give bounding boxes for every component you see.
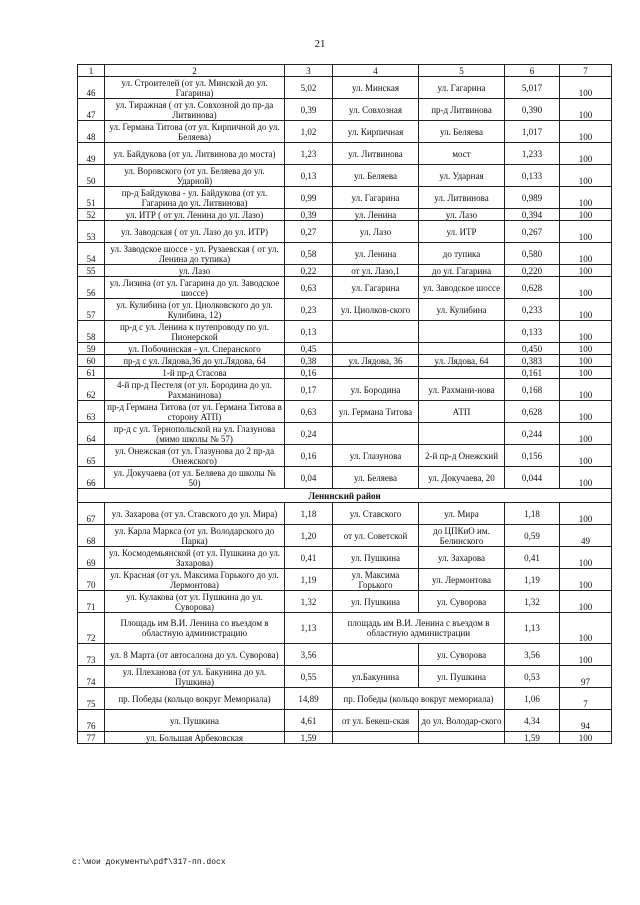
repair-length: 1,017 (505, 121, 560, 143)
row-number: 73 (78, 644, 105, 666)
row-number: 68 (78, 525, 105, 547)
repair-percent: 100 (560, 732, 612, 744)
road-length: 0,41 (285, 547, 333, 569)
repair-percent: 100 (560, 467, 612, 489)
segment-from: от ул. Лазо,1 (333, 265, 419, 277)
table-row (78, 209, 612, 221)
row-number: 50 (78, 165, 105, 187)
segment-to: ул. Лядова, 64 (419, 355, 505, 367)
road-length: 1,32 (285, 591, 333, 613)
table-row (78, 547, 612, 569)
road-name: ул. Красная (от ул. Максима Горького до ул. Лермонтова) (105, 569, 285, 591)
segment-to: ул. Беляева (419, 121, 505, 143)
repair-length: 0,133 (505, 165, 560, 187)
repair-length: 0,044 (505, 467, 560, 489)
road-name: ул. Онежская (от ул. Глазунова до 2 пр-да Онежского) (105, 445, 285, 467)
segment-from: ул. Германа Титова (333, 401, 419, 423)
road-length: 0,99 (285, 187, 333, 209)
segment-from: от ул. Советской (333, 525, 419, 547)
section-title: Ленинский район (78, 489, 612, 503)
road-name: ул. Побочинская - ул. Сперанского (105, 343, 285, 355)
road-length: 1,59 (285, 732, 333, 744)
repair-percent: 100 (560, 547, 612, 569)
repair-length: 1,13 (505, 613, 560, 644)
table-row (78, 143, 612, 165)
segment-to: ул. Мира (419, 503, 505, 525)
table-row (78, 569, 612, 591)
row-number: 60 (78, 355, 105, 367)
road-name: 4-й пр-д Пестеля (от ул. Бородина до ул. Рахманинова) (105, 379, 285, 401)
segment-to: ул. Суворова (419, 591, 505, 613)
road-name: пр-д с ул. Ленина к путепроводу по ул. Пионерской (105, 321, 285, 343)
col-header: 2 (105, 65, 285, 77)
repair-percent: 94 (560, 710, 612, 732)
road-name: ул. ИТР ( от ул. Ленина до ул. Лазо) (105, 209, 285, 221)
table-row (78, 644, 612, 666)
segment-from: ул. Бородина (333, 379, 419, 401)
segment-from: ул. Лядова, 36 (333, 355, 419, 367)
segment-from: ул. Ленина (333, 243, 419, 265)
road-name: ул. Кулакова (от ул. Пушкина до ул. Суворова) (105, 591, 285, 613)
segment-to: до ул. Гагарина (419, 265, 505, 277)
segment-to: ул. Кулибина (419, 299, 505, 321)
segment-to (419, 343, 505, 355)
road-length: 0,16 (285, 445, 333, 467)
repair-length: 0,59 (505, 525, 560, 547)
row-number: 69 (78, 547, 105, 569)
segment-to (419, 423, 505, 445)
repair-length: 1,19 (505, 569, 560, 591)
repair-percent: 100 (560, 121, 612, 143)
road-name: ул. Карла Маркса (от ул. Володарского до Парка) (105, 525, 285, 547)
repair-length: 0,628 (505, 277, 560, 299)
row-number: 56 (78, 277, 105, 299)
table-row (78, 277, 612, 299)
repair-length: 1,18 (505, 503, 560, 525)
row-number: 49 (78, 143, 105, 165)
table-row (78, 99, 612, 121)
repair-length: 0,628 (505, 401, 560, 423)
segment-from: ул. Глазунова (333, 445, 419, 467)
road-name: ул. Докучаева (от ул. Беляева до школы № 50) (105, 467, 285, 489)
repair-percent: 100 (560, 423, 612, 445)
repair-percent: 100 (560, 77, 612, 99)
road-name: пр-д с ул. Тернопольской на ул. Глазунова (мимо школы № 57) (105, 423, 285, 445)
row-number: 76 (78, 710, 105, 732)
road-name: ул. Лазо (105, 265, 285, 277)
table-row (78, 265, 612, 277)
repair-percent: 100 (560, 379, 612, 401)
table-row (78, 591, 612, 613)
repair-length: 0,220 (505, 265, 560, 277)
road-length: 3,56 (285, 644, 333, 666)
segment-to: 2-й пр-д Онежский (419, 445, 505, 467)
segment-to (419, 732, 505, 744)
table-row (78, 688, 612, 710)
repair-percent: 100 (560, 367, 612, 379)
segment-from (333, 732, 419, 744)
road-length: 0,39 (285, 209, 333, 221)
road-name: ул. Воровского (от ул. Беляева до ул. Ударной) (105, 165, 285, 187)
row-number: 62 (78, 379, 105, 401)
col-header: 7 (560, 65, 612, 77)
segment-to: ул. Литвинова (419, 187, 505, 209)
segment-from: ул. Максима Горького (333, 569, 419, 591)
road-name: ул. Захарова (от ул. Ставского до ул. Мира) (105, 503, 285, 525)
road-length: 0,22 (285, 265, 333, 277)
row-number: 75 (78, 688, 105, 710)
segment-from: ул. Циолков-ского (333, 299, 419, 321)
segment-from: ул. Пушкина (333, 591, 419, 613)
repair-length: 0,244 (505, 423, 560, 445)
repair-length: 4,34 (505, 710, 560, 732)
repair-percent: 100 (560, 401, 612, 423)
table-row (78, 467, 612, 489)
segment-from (333, 367, 419, 379)
row-number: 65 (78, 445, 105, 467)
road-name: пр-д с ул. Лядова,36 до ул.Лядова, 64 (105, 355, 285, 367)
repair-length: 3,56 (505, 644, 560, 666)
road-length: 0,24 (285, 423, 333, 445)
table-row (78, 121, 612, 143)
table-row (78, 525, 612, 547)
segment-from: ул. Беляева (333, 467, 419, 489)
row-number: 71 (78, 591, 105, 613)
repair-percent: 100 (560, 644, 612, 666)
row-number: 64 (78, 423, 105, 445)
repair-percent: 97 (560, 666, 612, 688)
table-row (78, 423, 612, 445)
road-name: ул. 8 Марта (от автосалона до ул. Суворова) (105, 644, 285, 666)
page-number: 21 (314, 38, 326, 50)
repair-percent: 7 (560, 688, 612, 710)
road-length: 0,16 (285, 367, 333, 379)
road-name: ул. Заводское шоссе - ул. Рузаевская ( от ул. Ленина до тупика) (105, 243, 285, 265)
road-name: 1-й пр-д Стасова (105, 367, 285, 379)
repair-length: 0,156 (505, 445, 560, 467)
row-number: 77 (78, 732, 105, 744)
table-row (78, 321, 612, 343)
segment-to (419, 321, 505, 343)
road-name: ул. Космодемьянской (от ул. Пушкина до ул. Захарова) (105, 547, 285, 569)
segment-to: ул. Суворова (419, 644, 505, 666)
repair-length: 1,32 (505, 591, 560, 613)
table-row (78, 367, 612, 379)
row-number: 52 (78, 209, 105, 221)
repair-length: 0,383 (505, 355, 560, 367)
segment-from: ул. Минская (333, 77, 419, 99)
repair-percent: 100 (560, 613, 612, 644)
row-number: 70 (78, 569, 105, 591)
table-row (78, 710, 612, 732)
repair-length: 1,59 (505, 732, 560, 744)
table-row (78, 165, 612, 187)
road-length: 0,23 (285, 299, 333, 321)
row-number: 51 (78, 187, 105, 209)
table-row (78, 613, 612, 644)
segment-to: до ул. Володар-ского (419, 710, 505, 732)
table-row (78, 503, 612, 525)
row-number: 55 (78, 265, 105, 277)
repair-length: 0,450 (505, 343, 560, 355)
segment-to: ул. Докучаева, 20 (419, 467, 505, 489)
segment-description: площадь им В.И. Ленина с въездом в областную администрации (333, 613, 505, 644)
road-length: 0,45 (285, 343, 333, 355)
table-row (78, 77, 612, 99)
table-row (78, 187, 612, 209)
segment-to: пр-д Литвинова (419, 99, 505, 121)
road-length: 0,38 (285, 355, 333, 367)
repair-length: 0,267 (505, 221, 560, 243)
row-number: 57 (78, 299, 105, 321)
repair-length: 0,161 (505, 367, 560, 379)
road-length: 1,19 (285, 569, 333, 591)
road-length: 0,39 (285, 99, 333, 121)
segment-to: ул. Заводское шоссе (419, 277, 505, 299)
segment-from: ул. Ленина (333, 209, 419, 221)
table-row (78, 343, 612, 355)
row-number: 59 (78, 343, 105, 355)
road-name: ул. Пушкина (105, 710, 285, 732)
segment-to: ул. Лазо (419, 209, 505, 221)
row-number: 54 (78, 243, 105, 265)
segment-from: ул. Ставского (333, 503, 419, 525)
repair-percent: 100 (560, 299, 612, 321)
row-number: 72 (78, 613, 105, 644)
road-length: 5,02 (285, 77, 333, 99)
row-number: 53 (78, 221, 105, 243)
segment-from: ул. Пушкина (333, 547, 419, 569)
road-length: 0,13 (285, 165, 333, 187)
repair-length: 0,390 (505, 99, 560, 121)
road-length: 0,04 (285, 467, 333, 489)
road-name: ул. Заводская ( от ул. Лазо до ул. ИТР) (105, 221, 285, 243)
table-row (78, 401, 612, 423)
road-name: пр-д Германа Титова (от ул. Германа Титова в сторону АТП) (105, 401, 285, 423)
segment-from: ул.Бакунина (333, 666, 419, 688)
segment-to: ул. Рахмани-нова (419, 379, 505, 401)
road-length: 1,18 (285, 503, 333, 525)
repair-percent: 100 (560, 143, 612, 165)
road-length: 0,63 (285, 401, 333, 423)
repair-length: 0,989 (505, 187, 560, 209)
col-header: 5 (419, 65, 505, 77)
roads-table-body (78, 65, 612, 744)
table-row (78, 221, 612, 243)
road-length: 0,58 (285, 243, 333, 265)
repair-length: 0,233 (505, 299, 560, 321)
segment-description: пр. Победы (кольцо вокруг мемориала) (333, 688, 505, 710)
repair-length: 1,06 (505, 688, 560, 710)
road-length: 1,13 (285, 613, 333, 644)
segment-from: ул. Совхозная (333, 99, 419, 121)
road-length: 0,13 (285, 321, 333, 343)
row-number: 48 (78, 121, 105, 143)
road-name: пр-д Байдукова - ул. Байдукова (от ул. Гагарина до ул. Литвинова) (105, 187, 285, 209)
road-length: 14,89 (285, 688, 333, 710)
road-name: ул. Плеханова (от ул. Бакунина до ул. Пушкина) (105, 666, 285, 688)
segment-to: ул. Захарова (419, 547, 505, 569)
repair-length: 0,41 (505, 547, 560, 569)
segment-to: АТП (419, 401, 505, 423)
road-name: Площадь им В.И. Ленина со въездом в областную администрацию (105, 613, 285, 644)
repair-percent: 100 (560, 209, 612, 221)
segment-to: ул. Ударная (419, 165, 505, 187)
repair-length: 0,53 (505, 666, 560, 688)
segment-from: ул. Литвинова (333, 143, 419, 165)
table-header-row (78, 65, 612, 77)
repair-percent: 100 (560, 355, 612, 367)
repair-length: 0,580 (505, 243, 560, 265)
segment-from (333, 423, 419, 445)
road-name: ул. Лизина (от ул. Гагарина до ул. Заводское шоссе) (105, 277, 285, 299)
segment-from (333, 321, 419, 343)
table-row (78, 379, 612, 401)
row-number: 61 (78, 367, 105, 379)
table-row (78, 355, 612, 367)
segment-to: ул. Лермонтова (419, 569, 505, 591)
road-name: ул. Байдукова (от ул. Литвинова до моста) (105, 143, 285, 165)
col-header: 3 (285, 65, 333, 77)
section-row (78, 489, 612, 503)
road-name: ул. Кулибина (от ул. Циолковского до ул. Кулибина, 12) (105, 299, 285, 321)
table-row (78, 445, 612, 467)
repair-percent: 49 (560, 525, 612, 547)
repair-percent: 100 (560, 221, 612, 243)
table-row (78, 243, 612, 265)
road-name: ул. Германа Титова (от ул. Кирпичной до ул. Беляева) (105, 121, 285, 143)
repair-percent: 100 (560, 591, 612, 613)
row-number: 46 (78, 77, 105, 99)
segment-from: ул. Гагарина (333, 277, 419, 299)
table-row (78, 299, 612, 321)
segment-from (333, 644, 419, 666)
segment-from: ул. Лазо (333, 221, 419, 243)
col-header: 4 (333, 65, 419, 77)
segment-to: до тупика (419, 243, 505, 265)
segment-to: ул. Пушкина (419, 666, 505, 688)
table-row (78, 732, 612, 744)
repair-length: 0,133 (505, 321, 560, 343)
repair-percent: 100 (560, 343, 612, 355)
repair-percent: 100 (560, 569, 612, 591)
row-number: 74 (78, 666, 105, 688)
repair-percent: 100 (560, 321, 612, 343)
repair-length: 0,168 (505, 379, 560, 401)
segment-from: ул. Гагарина (333, 187, 419, 209)
repair-percent: 100 (560, 165, 612, 187)
col-header: 6 (505, 65, 560, 77)
road-length: 0,27 (285, 221, 333, 243)
repair-percent: 100 (560, 503, 612, 525)
road-length: 1,02 (285, 121, 333, 143)
row-number: 67 (78, 503, 105, 525)
road-length: 1,20 (285, 525, 333, 547)
row-number: 63 (78, 401, 105, 423)
repair-percent: 100 (560, 187, 612, 209)
roads-table (77, 64, 612, 744)
segment-to: мост (419, 143, 505, 165)
row-number: 58 (78, 321, 105, 343)
col-header: 1 (78, 65, 105, 77)
file-path-footer: c:\мои документы\pdf\317-пп.docx (72, 858, 226, 867)
segment-to: ул. ИТР (419, 221, 505, 243)
segment-to: до ЦПКиО им. Белинского (419, 525, 505, 547)
table-row (78, 666, 612, 688)
repair-percent: 100 (560, 265, 612, 277)
repair-length: 0,394 (505, 209, 560, 221)
road-length: 1,23 (285, 143, 333, 165)
segment-from: ул. Беляева (333, 165, 419, 187)
segment-from: ул. Кирпичная (333, 121, 419, 143)
road-length: 0,63 (285, 277, 333, 299)
road-name: ул. Тиражная ( от ул. Совхозной до пр-да Литвинова) (105, 99, 285, 121)
repair-length: 1,233 (505, 143, 560, 165)
repair-percent: 100 (560, 99, 612, 121)
road-name: ул. Большая Арбековская (105, 732, 285, 744)
row-number: 47 (78, 99, 105, 121)
row-number: 66 (78, 467, 105, 489)
segment-from: от ул. Бекеш-ская (333, 710, 419, 732)
segment-to (419, 367, 505, 379)
segment-from (333, 343, 419, 355)
road-length: 4,61 (285, 710, 333, 732)
road-length: 0,17 (285, 379, 333, 401)
repair-length: 5,017 (505, 77, 560, 99)
segment-to: ул. Гагарина (419, 77, 505, 99)
repair-percent: 100 (560, 445, 612, 467)
road-name: пр. Победы (кольцо вокруг Мемориала) (105, 688, 285, 710)
repair-percent: 100 (560, 277, 612, 299)
road-name: ул. Строителей (от ул. Минской до ул. Гагарина) (105, 77, 285, 99)
road-length: 0,55 (285, 666, 333, 688)
repair-percent: 100 (560, 243, 612, 265)
